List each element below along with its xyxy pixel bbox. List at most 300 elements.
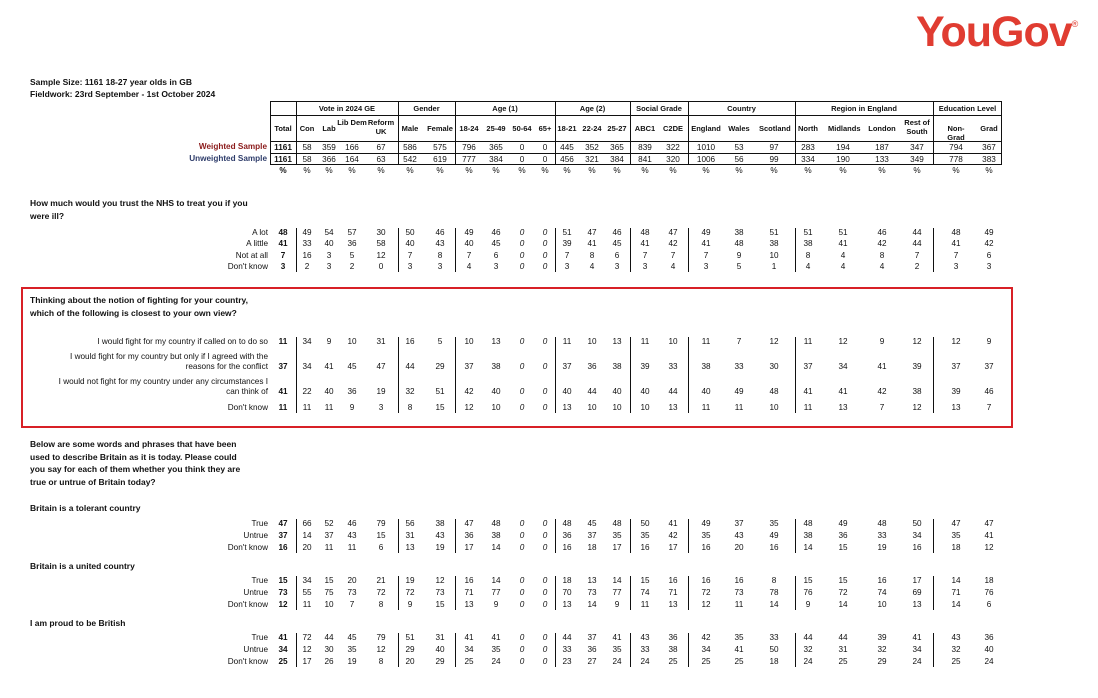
data-cell: 7 — [986, 403, 992, 412]
group-divider — [688, 633, 689, 667]
response-label: Don't know — [227, 262, 268, 271]
data-cell: 0 — [519, 600, 525, 609]
data-cell: 31 — [405, 531, 415, 540]
data-cell: 41 — [701, 239, 711, 248]
data-cell: 3 — [280, 262, 286, 271]
data-cell: 17 — [302, 657, 312, 666]
response-label: Don't know — [227, 543, 268, 552]
weighted-sample-value: 586 — [403, 143, 417, 152]
data-cell: 13 — [562, 600, 572, 609]
column-header: Con — [299, 124, 315, 133]
data-cell: 19 — [435, 543, 445, 552]
data-cell: 49 — [302, 228, 312, 237]
data-cell: 25 — [734, 657, 744, 666]
data-cell: 34 — [912, 645, 922, 654]
response-label: A lot — [252, 228, 268, 237]
data-cell: 25 — [464, 657, 474, 666]
data-cell: 42 — [984, 239, 994, 248]
data-cell: 25 — [668, 657, 678, 666]
data-cell: 66 — [302, 519, 312, 528]
data-cell: 40 — [435, 645, 445, 654]
data-cell: 50 — [912, 519, 922, 528]
data-cell: 56 — [405, 519, 415, 528]
data-cell: 42 — [464, 387, 474, 396]
data-cell: 48 — [491, 519, 501, 528]
data-cell: 7 — [670, 251, 676, 260]
data-cell: 37 — [587, 633, 597, 642]
weighted-sample-value: 1010 — [696, 143, 716, 152]
data-cell: 47 — [464, 519, 474, 528]
question-text: Below are some words and phrases that have been — [30, 439, 237, 449]
data-cell: 4 — [805, 262, 811, 271]
data-cell: 51 — [769, 228, 779, 237]
data-cell: 4 — [840, 251, 846, 260]
percent-sign: % — [839, 166, 847, 175]
data-cell: 46 — [491, 228, 501, 237]
data-cell: 34 — [302, 362, 312, 371]
data-cell: 37 — [984, 362, 994, 371]
data-cell: 1 — [771, 262, 777, 271]
data-cell: 72 — [376, 588, 386, 597]
data-cell: 50 — [769, 645, 779, 654]
response-label: I would fight for my country but only if I agreed with the — [70, 352, 268, 361]
group-header: Vote in 2024 GE — [318, 104, 376, 113]
data-cell: 19 — [347, 657, 357, 666]
data-cell: 35 — [491, 645, 501, 654]
question-text: true or untrue of Britain today? — [30, 476, 156, 487]
data-cell: 0 — [542, 262, 548, 271]
data-cell: 33 — [562, 645, 572, 654]
data-cell: 38 — [701, 362, 711, 371]
data-cell: 44 — [912, 228, 922, 237]
data-cell: 37 — [278, 362, 288, 371]
data-cell: 50 — [405, 228, 415, 237]
data-cell: 11 — [803, 337, 813, 346]
data-cell: 43 — [435, 239, 445, 248]
data-cell: 6 — [986, 251, 992, 260]
data-cell: 11 — [278, 403, 288, 412]
data-cell: 40 — [640, 387, 650, 396]
data-cell: 37 — [562, 362, 572, 371]
data-cell: 48 — [877, 519, 887, 528]
data-cell: 11 — [347, 543, 357, 552]
column-header: London — [868, 124, 896, 133]
data-cell: 8 — [378, 600, 384, 609]
data-cell: 47 — [376, 362, 386, 371]
data-cell: 0 — [542, 228, 548, 237]
weighted-sample-value: 0 — [519, 143, 525, 152]
data-cell: 29 — [877, 657, 887, 666]
weighted-sample-value: 347 — [910, 143, 924, 152]
data-cell: 10 — [668, 337, 678, 346]
data-cell: 39 — [912, 362, 922, 371]
group-divider — [795, 519, 796, 553]
unweighted-sample-value: 0 — [519, 155, 525, 164]
data-cell: 41 — [951, 239, 961, 248]
data-cell: 49 — [838, 519, 848, 528]
group-divider — [688, 519, 689, 553]
data-cell: 41 — [587, 239, 597, 248]
data-cell: 36 — [464, 531, 474, 540]
data-cell: 3 — [642, 262, 648, 271]
data-cell: 34 — [464, 645, 474, 654]
weighted-sample-value: 365 — [610, 143, 624, 152]
data-cell: 10 — [324, 600, 334, 609]
data-cell: 12 — [701, 600, 711, 609]
sample-size: Sample Size: 1161 18-27 year olds in GB — [30, 77, 193, 87]
data-cell: 0 — [519, 543, 525, 552]
data-cell: 8 — [407, 403, 413, 412]
data-cell: 7 — [564, 251, 570, 260]
percent-sign: % — [303, 166, 311, 175]
percent-sign: % — [563, 166, 571, 175]
data-cell: 0 — [519, 657, 525, 666]
data-cell: 7 — [466, 251, 472, 260]
data-cell: 13 — [562, 403, 572, 412]
data-cell: 11 — [734, 403, 744, 412]
data-cell: 73 — [347, 588, 357, 597]
data-cell: 16 — [701, 576, 711, 585]
data-cell: 40 — [701, 387, 711, 396]
data-cell: 11 — [324, 403, 334, 412]
data-cell: 0 — [542, 657, 548, 666]
data-cell: 73 — [734, 588, 744, 597]
unweighted-sample-value: 366 — [322, 155, 336, 164]
data-cell: 44 — [803, 633, 813, 642]
data-cell: 48 — [734, 239, 744, 248]
data-cell: 35 — [612, 531, 622, 540]
data-cell: 0 — [542, 543, 548, 552]
data-cell: 72 — [838, 588, 848, 597]
data-cell: 13 — [405, 543, 415, 552]
data-cell: 15 — [435, 403, 445, 412]
data-cell: 49 — [984, 228, 994, 237]
data-cell: 35 — [734, 633, 744, 642]
data-cell: 49 — [701, 228, 711, 237]
data-cell: 35 — [951, 531, 961, 540]
data-cell: 38 — [769, 239, 779, 248]
percent-sign: % — [702, 166, 710, 175]
data-cell: 47 — [668, 228, 678, 237]
data-cell: 8 — [771, 576, 777, 585]
weighted-sample-value: 445 — [560, 143, 574, 152]
data-cell: 9 — [736, 251, 742, 260]
data-cell: 14 — [951, 576, 961, 585]
column-header: Lab — [322, 124, 336, 133]
data-cell: 25 — [701, 657, 711, 666]
response-label: True — [251, 576, 268, 585]
data-cell: 50 — [640, 519, 650, 528]
data-cell: 31 — [838, 645, 848, 654]
group-divider — [795, 228, 796, 272]
column-header: Wales — [728, 124, 750, 133]
data-cell: 7 — [879, 403, 885, 412]
unweighted-sample-value: 384 — [610, 155, 624, 164]
data-cell: 6 — [493, 251, 499, 260]
data-cell: 47 — [984, 519, 994, 528]
data-cell: 10 — [464, 337, 474, 346]
percent-sign: % — [985, 166, 993, 175]
data-cell: 49 — [464, 228, 474, 237]
data-cell: 33 — [877, 531, 887, 540]
data-cell: 48 — [803, 519, 813, 528]
group-divider — [630, 633, 631, 667]
data-cell: 24 — [912, 657, 922, 666]
data-cell: 73 — [587, 588, 597, 597]
data-cell: 38 — [668, 645, 678, 654]
data-cell: 3 — [953, 262, 959, 271]
unweighted-sample-value: 321 — [585, 155, 599, 164]
column-header: Female — [427, 124, 453, 133]
data-cell: 0 — [542, 337, 548, 346]
unweighted-sample-label: Unweighted Sample — [189, 154, 267, 163]
data-cell: 48 — [640, 228, 650, 237]
data-cell: 20 — [405, 657, 415, 666]
percent-sign: % — [735, 166, 743, 175]
data-cell: 6 — [378, 543, 384, 552]
column-header: Grad — [980, 124, 998, 133]
group-divider — [398, 633, 399, 667]
column-header: Midlands — [828, 124, 861, 133]
data-cell: 15 — [435, 600, 445, 609]
response-label: Untrue — [243, 588, 268, 597]
data-cell: 35 — [769, 519, 779, 528]
response-label: Untrue — [243, 645, 268, 654]
group-divider — [795, 633, 796, 667]
percent-sign: % — [804, 166, 812, 175]
data-cell: 19 — [877, 543, 887, 552]
data-cell: 51 — [435, 387, 445, 396]
header-rule — [270, 115, 1002, 116]
data-cell: 36 — [984, 633, 994, 642]
data-cell: 32 — [803, 645, 813, 654]
data-cell: 76 — [803, 588, 813, 597]
data-cell: 41 — [278, 239, 288, 248]
data-cell: 5 — [437, 337, 443, 346]
data-cell: 0 — [542, 531, 548, 540]
data-cell: 11 — [734, 600, 744, 609]
unweighted-sample-value: 778 — [949, 155, 963, 164]
response-label: True — [251, 633, 268, 642]
data-cell: 2 — [914, 262, 920, 271]
data-cell: 16 — [668, 576, 678, 585]
column-header: 25-27 — [607, 124, 627, 133]
weighted-sample-label: Weighted Sample — [198, 142, 267, 151]
unweighted-sample-value: 383 — [982, 155, 996, 164]
data-cell: 38 — [803, 531, 813, 540]
data-cell: 38 — [803, 239, 813, 248]
data-cell: 47 — [587, 228, 597, 237]
group-divider — [455, 576, 456, 610]
data-cell: 0 — [542, 403, 548, 412]
data-cell: 29 — [435, 657, 445, 666]
data-cell: 55 — [302, 588, 312, 597]
data-cell: 16 — [405, 337, 415, 346]
data-cell: 5 — [349, 251, 355, 260]
data-cell: 13 — [668, 600, 678, 609]
data-cell: 23 — [562, 657, 572, 666]
data-cell: 14 — [302, 531, 312, 540]
response-label: I would not fight for my country under any circumstances I — [58, 377, 268, 386]
weighted-sample-value: 359 — [322, 143, 336, 152]
group-divider — [688, 228, 689, 272]
data-cell: 0 — [519, 645, 525, 654]
data-cell: 0 — [542, 387, 548, 396]
group-header: Social Grade — [636, 104, 682, 113]
data-cell: 39 — [951, 387, 961, 396]
data-cell: 16 — [302, 251, 312, 260]
data-cell: 24 — [803, 657, 813, 666]
percent-sign: % — [878, 166, 886, 175]
data-cell: 10 — [612, 403, 622, 412]
data-cell: 0 — [519, 228, 525, 237]
weighted-sample-value: 53 — [734, 143, 744, 152]
data-cell: 13 — [668, 403, 678, 412]
column-header: ABC1 — [634, 124, 656, 133]
data-cell: 41 — [912, 633, 922, 642]
data-cell: 25 — [951, 657, 961, 666]
data-cell: 3 — [986, 262, 992, 271]
data-cell: 20 — [302, 543, 312, 552]
data-cell: 51 — [803, 228, 813, 237]
percent-sign: % — [541, 166, 549, 175]
data-cell: 45 — [347, 633, 357, 642]
data-cell: 7 — [736, 337, 742, 346]
weighted-sample-value: 166 — [345, 143, 359, 152]
percent-sign: % — [518, 166, 526, 175]
data-cell: 12 — [302, 645, 312, 654]
unweighted-sample-value: 56 — [734, 155, 744, 164]
data-cell: 36 — [587, 362, 597, 371]
data-cell: 11 — [324, 543, 334, 552]
percent-sign: % — [406, 166, 414, 175]
percent-sign: % — [492, 166, 500, 175]
data-cell: 38 — [912, 387, 922, 396]
weighted-sample-value: 58 — [302, 143, 312, 152]
question-text: How much would you trust the NHS to treat you if you — [30, 198, 248, 208]
data-cell: 0 — [519, 519, 525, 528]
header-rule — [270, 141, 1002, 142]
data-cell: 7 — [280, 251, 286, 260]
group-header: Country — [727, 104, 756, 113]
data-cell: 13 — [951, 403, 961, 412]
data-cell: 27 — [587, 657, 597, 666]
data-cell: 3 — [378, 403, 384, 412]
unweighted-sample-value: 1006 — [696, 155, 716, 164]
data-cell: 3 — [493, 262, 499, 271]
unweighted-sample-value: 0 — [542, 155, 548, 164]
group-header: Region in England — [831, 104, 897, 113]
data-cell: 3 — [614, 262, 620, 271]
data-cell: 43 — [435, 531, 445, 540]
response-label: Not at all — [235, 251, 268, 260]
data-cell: 34 — [912, 531, 922, 540]
weighted-sample-value: 367 — [982, 143, 996, 152]
data-cell: 12 — [984, 543, 994, 552]
data-cell: 46 — [612, 228, 622, 237]
highlight-box — [21, 287, 1013, 428]
data-cell: 0 — [542, 251, 548, 260]
response-label: Don't know — [227, 657, 268, 666]
data-cell: 16 — [640, 543, 650, 552]
data-cell: 33 — [302, 239, 312, 248]
percent-sign: % — [348, 166, 356, 175]
data-cell: 0 — [519, 588, 525, 597]
data-cell: 8 — [589, 251, 595, 260]
column-header: Scotland — [759, 124, 791, 133]
data-cell: 8 — [378, 657, 384, 666]
data-cell: 4 — [879, 262, 885, 271]
data-cell: 10 — [769, 403, 779, 412]
unweighted-sample-value: 542 — [403, 155, 417, 164]
data-cell: 16 — [769, 543, 779, 552]
data-cell: 36 — [668, 633, 678, 642]
data-cell: 37 — [278, 531, 288, 540]
weighted-sample-value: 839 — [638, 143, 652, 152]
data-cell: 40 — [562, 387, 572, 396]
column-header: Male — [401, 124, 419, 133]
data-cell: 25 — [278, 657, 288, 666]
unweighted-sample-value: 1161 — [274, 155, 292, 164]
group-divider — [555, 519, 556, 553]
data-cell: 41 — [803, 387, 813, 396]
group-divider — [398, 519, 399, 553]
data-cell: 9 — [407, 600, 413, 609]
data-cell: 14 — [769, 600, 779, 609]
data-cell: 12 — [912, 337, 922, 346]
data-cell: 40 — [405, 239, 415, 248]
data-cell: 40 — [464, 239, 474, 248]
data-cell: 24 — [984, 657, 994, 666]
question-text: used to describe Britain as it is today. Please could — [30, 451, 237, 462]
data-cell: 38 — [491, 531, 501, 540]
data-cell: 34 — [701, 645, 711, 654]
data-cell: 18 — [984, 576, 994, 585]
weighted-sample-value: 67 — [376, 143, 386, 152]
data-cell: 37 — [803, 362, 813, 371]
data-cell: 70 — [562, 588, 572, 597]
group-divider — [455, 519, 456, 553]
data-cell: 3 — [703, 262, 709, 271]
data-cell: 37 — [734, 519, 744, 528]
data-cell: 38 — [491, 362, 501, 371]
data-cell: 2 — [349, 262, 355, 271]
data-cell: 41 — [278, 387, 288, 396]
group-divider — [455, 228, 456, 272]
data-cell: 3 — [326, 262, 332, 271]
weighted-sample-value: 0 — [542, 143, 548, 152]
data-cell: 12 — [435, 576, 445, 585]
group-divider — [296, 519, 297, 553]
data-cell: 17 — [612, 543, 622, 552]
data-cell: 2 — [304, 262, 310, 271]
data-cell: 39 — [877, 633, 887, 642]
data-cell: 16 — [464, 576, 474, 585]
data-cell: 78 — [769, 588, 779, 597]
data-cell: 0 — [519, 633, 525, 642]
data-cell: 35 — [640, 531, 650, 540]
unweighted-sample-value: 63 — [376, 155, 386, 164]
data-cell: 15 — [838, 543, 848, 552]
weighted-sample-value: 1161 — [274, 143, 292, 152]
group-divider — [630, 228, 631, 272]
data-cell: 15 — [803, 576, 813, 585]
data-cell: 77 — [612, 588, 622, 597]
data-cell: 41 — [324, 362, 334, 371]
group-divider — [296, 228, 297, 272]
group-divider — [630, 519, 631, 553]
data-cell: 0 — [542, 239, 548, 248]
